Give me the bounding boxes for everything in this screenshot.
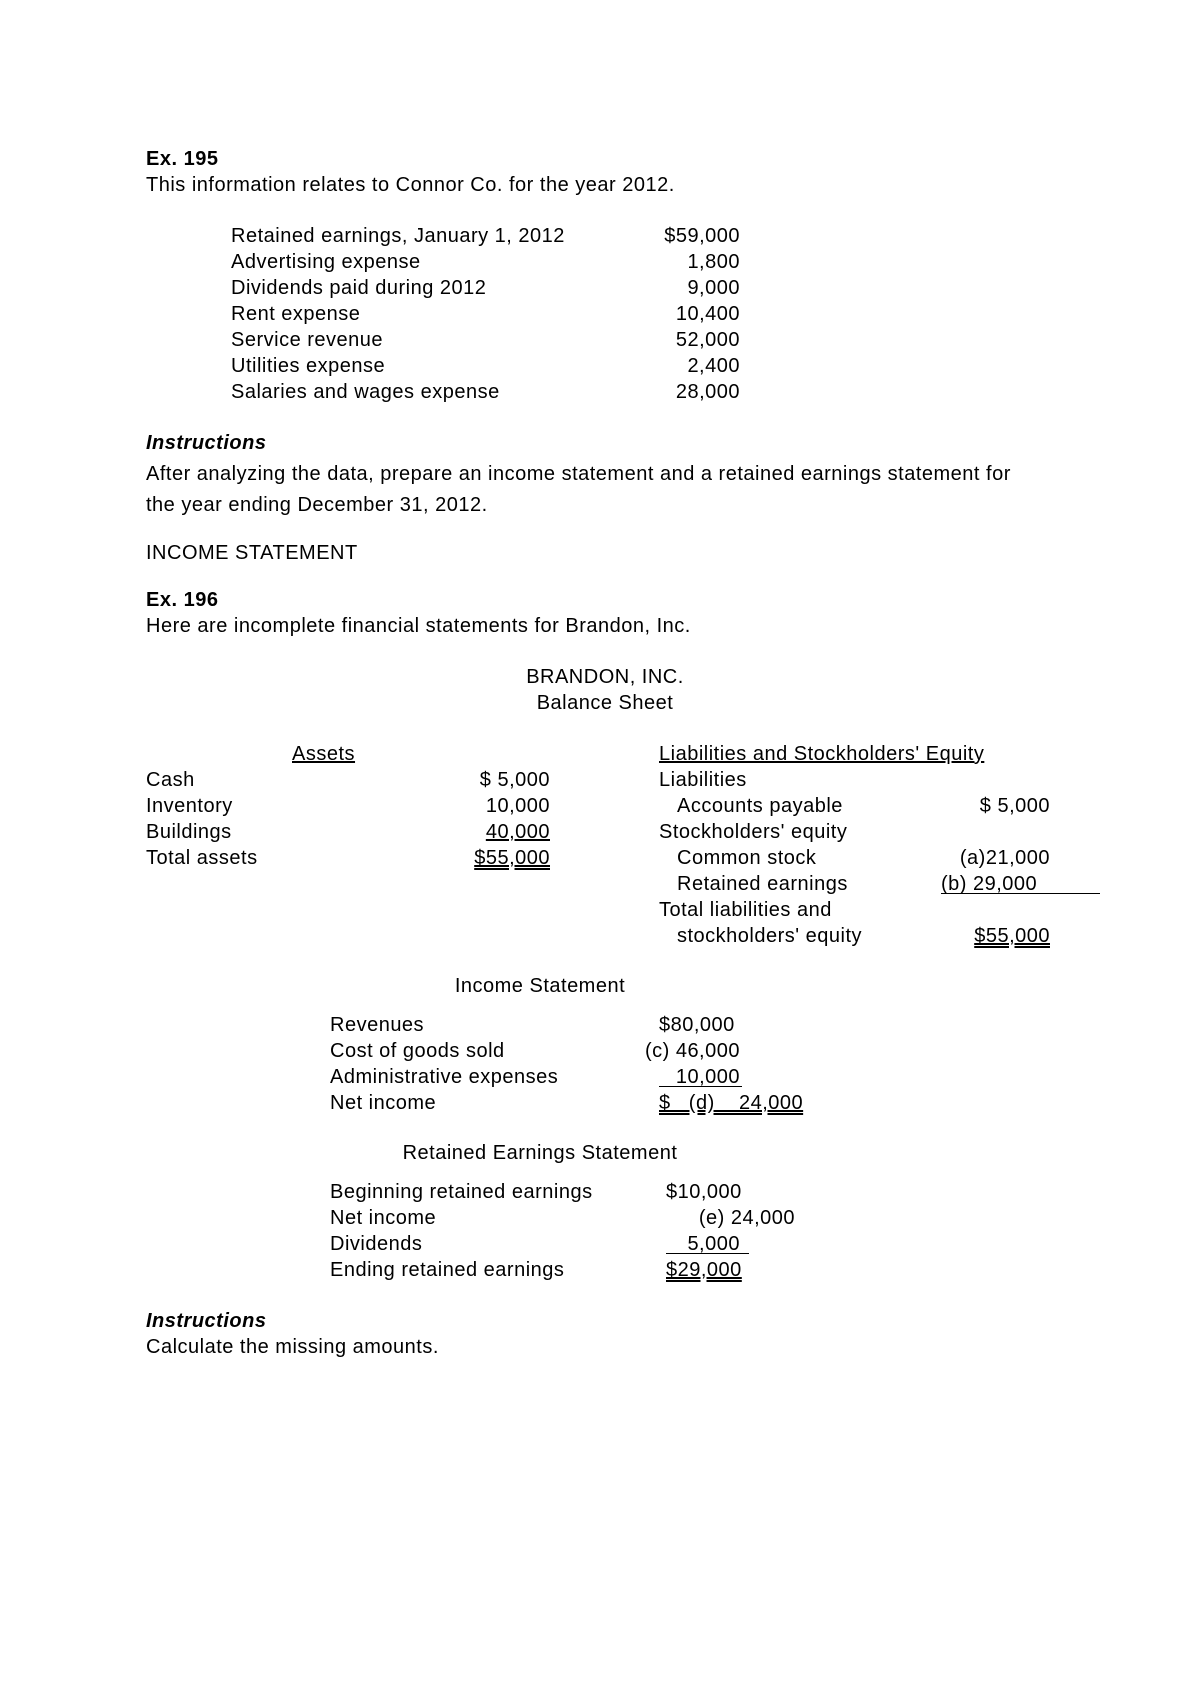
common-stock-label: Common stock (677, 847, 817, 869)
ex195-intro: This information relates to Connor Co. for the year 2012. (146, 174, 675, 196)
asset-label: Buildings (146, 821, 232, 843)
re-row-label: Beginning retained earnings (330, 1181, 593, 1203)
asset-label: Inventory (146, 795, 233, 817)
ex195-item-label: Retained earnings, January 1, 2012 (231, 225, 565, 247)
asset-label: Total assets (146, 847, 258, 869)
income-row-value: 10,000 (675, 1066, 740, 1088)
income-row-label: Net income (330, 1092, 437, 1114)
liabilities-label: Liabilities (659, 769, 747, 791)
balance-sheet-title: Balance Sheet (536, 692, 674, 714)
total-liabilities-value: $55,000 (974, 925, 1050, 947)
ex196-intro: Here are incomplete financial statements for Brandon, Inc. (146, 615, 691, 637)
company-name: BRANDON, INC. (526, 666, 684, 688)
net-income-value: $ (d) 24,000 (659, 1092, 804, 1114)
income-statement-title: Income Statement (454, 975, 626, 997)
re-row-value: $10,000 (666, 1181, 742, 1203)
ex195-item-value: 1,800 (687, 251, 740, 273)
ex195-item-value: 28,000 (675, 381, 740, 403)
income-row-value: (c) 46,000 (644, 1040, 740, 1062)
asset-value: $ 5,000 (479, 769, 550, 791)
ex195-item-value: 52,000 (675, 329, 740, 351)
ex195-heading: Ex. 195 (146, 148, 219, 170)
ex195-item-label: Salaries and wages expense (231, 381, 500, 403)
re-row-label: Ending retained earnings (330, 1259, 565, 1281)
ex195-instructions-heading: Instructions (146, 432, 267, 454)
retained-earnings-label: Retained earnings (677, 873, 848, 895)
re-row-value: 5,000 (687, 1233, 740, 1255)
accounts-payable-label: Accounts payable (677, 795, 843, 817)
income-row-label: Administrative expenses (330, 1066, 559, 1088)
liabilities-equity-header: Liabilities and Stockholders' Equity (659, 743, 985, 765)
ex195-item-value: 2,400 (687, 355, 740, 377)
income-row-label: Revenues (330, 1014, 425, 1036)
asset-label: Cash (146, 769, 195, 791)
ex196-instructions: Calculate the missing amounts. (146, 1336, 439, 1358)
re-row-label: Dividends (330, 1233, 423, 1255)
total-liabilities-label: Total liabilities and (659, 899, 832, 921)
common-stock-value: (a)21,000 (959, 847, 1050, 869)
income-row-label: Cost of goods sold (330, 1040, 505, 1062)
assets-header: Assets (292, 743, 356, 765)
retained-earnings-underline (941, 893, 1100, 894)
ex195-answer-label: INCOME STATEMENT (146, 542, 358, 564)
ex195-item-value: 10,400 (675, 303, 740, 325)
asset-value: 40,000 (485, 821, 550, 843)
accounts-payable-value: $ 5,000 (979, 795, 1050, 817)
retained-earnings-value: (b) 29,000 (941, 873, 1038, 895)
ex195-item-value: 9,000 (687, 277, 740, 299)
ex195-item-label: Service revenue (231, 329, 384, 351)
re-row-label: Net income (330, 1207, 437, 1229)
ex195-item-label: Utilities expense (231, 355, 386, 377)
ex195-instructions-line: After analyzing the data, prepare an income statement and a retained earnings statement for (146, 463, 1011, 485)
total-assets-value: $55,000 (474, 847, 550, 869)
ex195-item-label: Dividends paid during 2012 (231, 277, 487, 299)
dividends-underline (666, 1253, 749, 1254)
ending-retained-earnings-value: $29,000 (666, 1259, 742, 1281)
asset-value: 10,000 (485, 795, 550, 817)
admin-expenses-underline (659, 1086, 742, 1087)
income-row-value: $80,000 (659, 1014, 735, 1036)
ex196-instructions-heading: Instructions (146, 1310, 267, 1332)
re-row-value: (e) 24,000 (698, 1207, 795, 1229)
ex195-item-label: Rent expense (231, 303, 361, 325)
ex195-item-label: Advertising expense (231, 251, 421, 273)
stockholders-equity-label: Stockholders' equity (659, 821, 848, 843)
ex195-instructions-line: the year ending December 31, 2012. (146, 494, 488, 516)
retained-earnings-statement-title: Retained Earnings Statement (402, 1142, 678, 1164)
ex195-item-value: $59,000 (664, 225, 740, 247)
ex196-heading: Ex. 196 (146, 589, 219, 611)
total-liabilities-label: stockholders' equity (677, 925, 863, 947)
